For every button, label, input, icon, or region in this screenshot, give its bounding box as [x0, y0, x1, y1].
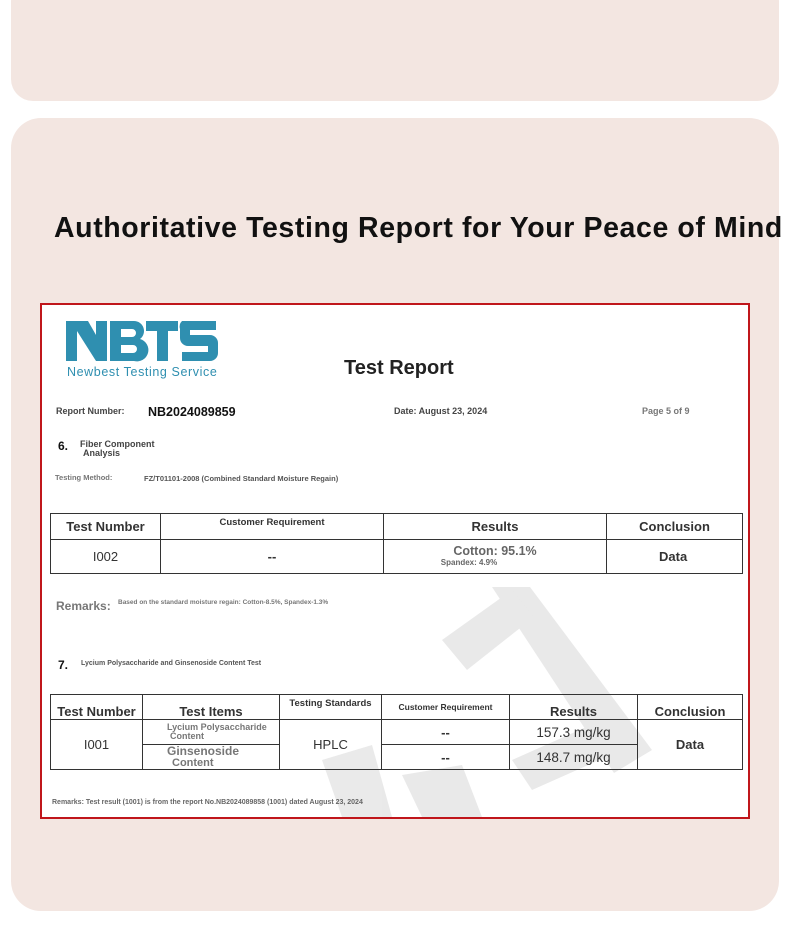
section-7-title: Lycium Polysaccharide and Ginsenoside Content Test [81, 660, 262, 667]
header-test-items: Test Items [143, 695, 280, 720]
header-results: Results [510, 695, 638, 720]
cell-test-item [143, 745, 280, 770]
content-results-table [50, 694, 743, 770]
table-header-row [51, 695, 743, 720]
report-title: Test Report [344, 357, 454, 379]
remarks-text: Based on the standard moisture regain: Cotton-8.5%, Spandex-1.3% [118, 599, 329, 606]
section-7-number: 7. [58, 658, 69, 672]
testing-method: FZ/T01101-2008 (Combined Standard Moisture Regain) [144, 474, 339, 483]
report-number-label: Report Number: [56, 406, 125, 416]
result-cotton: Cotton: 95.1% [453, 543, 537, 558]
test-item-line1: Ginsenoside [167, 744, 240, 758]
header-customer-requirement: Customer Requirement [161, 514, 384, 540]
headline: Authoritative Testing Report for Your Peace of Mind [54, 212, 783, 244]
logo-subtitle: Newbest Testing Service [67, 365, 218, 379]
cell-test-item [143, 720, 280, 745]
cell-conclusion: Data [607, 540, 743, 574]
header-test-number: Test Number [51, 514, 161, 540]
cell-result: 157.3 mg/kg [510, 720, 638, 745]
cell-result: 148.7 mg/kg [510, 745, 638, 770]
page-indicator: Page 5 of 9 [642, 406, 690, 416]
section-6-title-line1: Fiber Component [80, 439, 155, 449]
top-card [11, 0, 779, 101]
section-6-number: 6. [58, 439, 69, 453]
testing-method-label: Testing Method: [55, 473, 113, 482]
table-header-row [51, 514, 743, 540]
report-number: NB2024089859 [148, 405, 236, 419]
table-row [51, 720, 743, 745]
test-item-line2: Content [170, 731, 204, 741]
cell-results [384, 540, 607, 574]
fiber-results-table [50, 513, 743, 574]
cell-requirement: -- [382, 720, 510, 745]
header-conclusion: Conclusion [607, 514, 743, 540]
table-row [51, 540, 743, 574]
header-test-number: Test Number [51, 695, 143, 720]
cell-conclusion: Data [638, 720, 743, 770]
cell-requirement: -- [382, 745, 510, 770]
cell-requirement: -- [161, 540, 384, 574]
header-customer-requirement: Customer Requirement [382, 695, 510, 720]
report-date: Date: August 23, 2024 [394, 406, 488, 416]
result-spandex: Spandex: 4.9% [440, 557, 498, 567]
remarks-label: Remarks: [56, 599, 111, 613]
nbts-logo-icon [66, 319, 218, 365]
section-6-title-line2: Analysis [83, 448, 121, 458]
headline-container [0, 200, 790, 260]
test-item-line2: Content [172, 757, 214, 769]
test-report-document [40, 303, 750, 819]
cell-test-number: I001 [51, 720, 143, 770]
header-testing-standards: Testing Standards [280, 695, 382, 720]
header-results: Results [384, 514, 607, 540]
header-conclusion: Conclusion [638, 695, 743, 720]
cell-testing-standard: HPLC [280, 720, 382, 770]
footer-remark: Remarks: Test result (1001) is from the report No.NB2024089858 (1001) dated August 23, 2024 [52, 799, 363, 806]
cell-test-number: I002 [51, 540, 161, 574]
test-item-line1: Lycium Polysaccharide [167, 722, 267, 732]
